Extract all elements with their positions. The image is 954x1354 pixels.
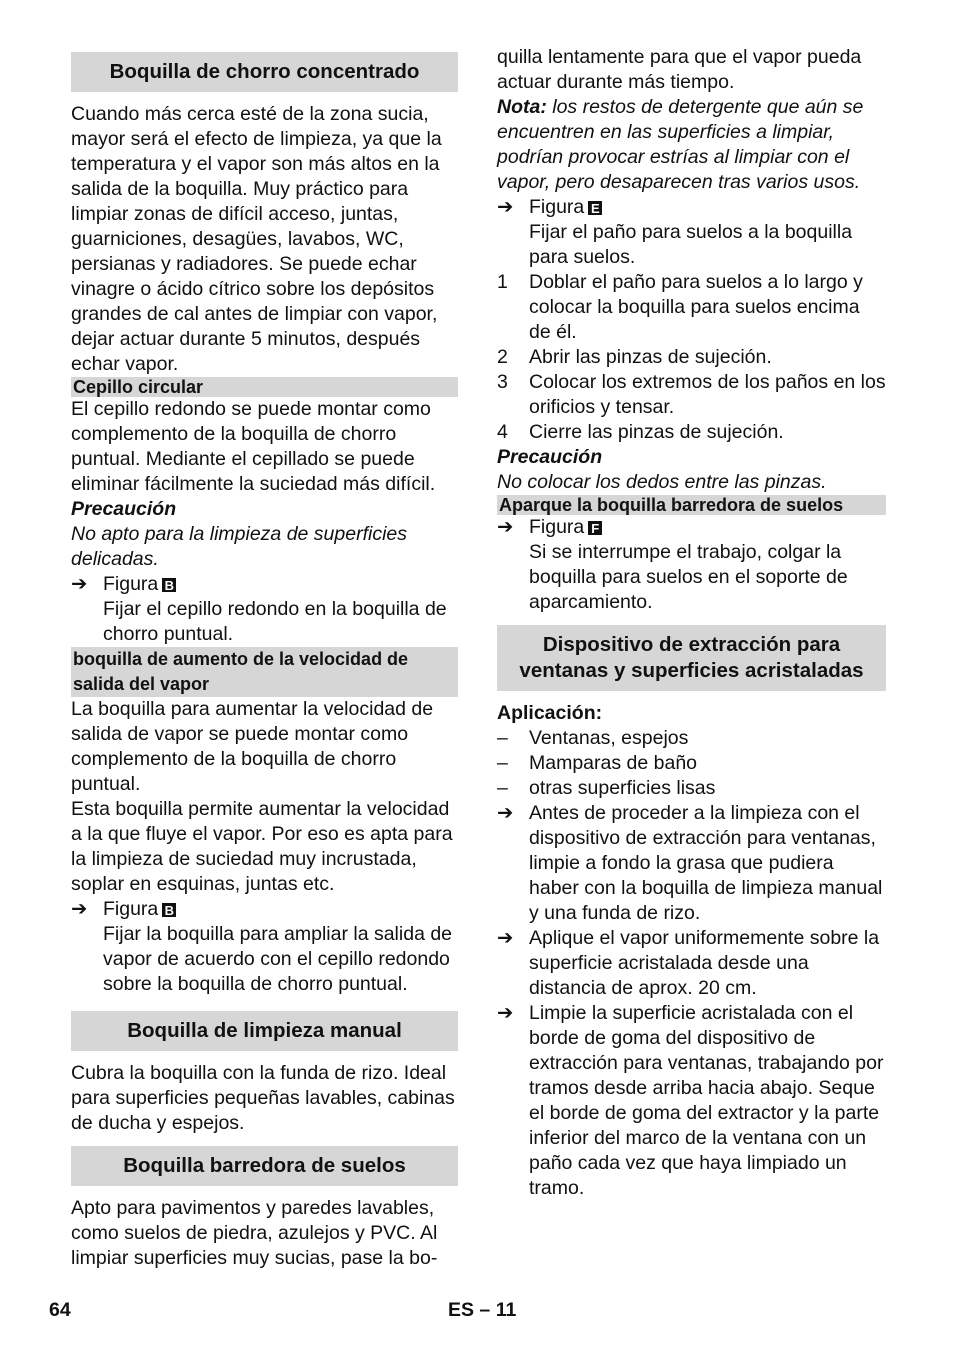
figure-reference: [497, 195, 886, 220]
heading-window-extractor: Dispositivo de extracción para ventanas y superficies acristaladas: [497, 625, 886, 691]
arrow-right-icon: ➔: [71, 898, 88, 920]
note: [497, 95, 886, 195]
paragraph: quilla lentamente para que el vapor pueda actuar durante más tiempo.: [497, 46, 862, 93]
section-label: ES – 11: [448, 1299, 517, 1321]
heading-floor-nozzle: Boquilla barredora de suelos: [71, 1146, 458, 1186]
note-label: Nota:: [497, 96, 547, 118]
note-text: los restos de detergente que aún se encuentren en las superficies a limpiar, podrían provocar estrías al limpiar con el vapor, pero desaparecen tras varios usos.: [497, 96, 864, 193]
step-item: [497, 345, 886, 370]
instruction-text: Limpie la superficie acristalada con el borde de goma del dispositivo de extracción para ventanas, trabajando por tramos desde arriba hacia abajo. Seque el borde de goma del extractor y la parte inferior del marco de la ventana con un paño cada vez que haya limpiado un tramo.: [529, 1002, 884, 1199]
figure-reference: [71, 572, 458, 597]
list-item-text: Ventanas, espejos: [529, 727, 689, 749]
list-item: [497, 726, 886, 751]
dash-bullet: –: [497, 727, 508, 749]
step-item: [497, 270, 886, 345]
arrow-right-icon: ➔: [497, 927, 514, 949]
arrow-right-icon: ➔: [497, 802, 514, 824]
step-text: Doblar el paño para suelos a lo largo y colocar la boquilla para suelos encima de él.: [529, 271, 863, 343]
dash-bullet: –: [497, 752, 508, 774]
figure-label: Figura: [529, 196, 585, 218]
heading-concentrated-jet-nozzle: Boquilla de chorro concentrado: [71, 52, 458, 92]
step-text: Abrir las pinzas de sujeción.: [529, 346, 772, 368]
list-item: [497, 776, 886, 801]
instruction-text: Fijar el cepillo redondo en la boquilla de chorro puntual.: [103, 598, 447, 645]
right-column: [497, 45, 886, 1201]
dash-bullet: –: [497, 777, 508, 799]
instruction-text: Antes de proceder a la limpieza con el dispositivo de extracción para ventanas, limpie a fondo la grasa que pudiera haber con la boquilla de limpieza manual y una funda de rizo.: [529, 802, 883, 924]
caution-label: Precaución: [497, 446, 603, 468]
step-number: 3: [497, 371, 508, 393]
figure-letter-badge: B: [162, 903, 176, 917]
paragraph: El cepillo redondo se puede montar como complemento de la boquilla de chorro puntual. Mediante el cepillado se puede eliminar fácilmente la suciedad más difícil.: [71, 398, 436, 495]
figure-reference: [497, 515, 886, 540]
heading-manual-cleaning-nozzle: Boquilla de limpieza manual: [71, 1011, 458, 1051]
figure-letter-badge: F: [588, 521, 602, 535]
page-number: 64: [49, 1299, 71, 1321]
step-text: Cierre las pinzas de sujeción.: [529, 421, 784, 443]
paragraph: La boquilla para aumentar la velocidad de salida de vapor se puede montar como complemento de la boquilla de chorro puntual.: [71, 698, 434, 795]
caution-label: Precaución: [71, 498, 177, 520]
figure-label: Figura: [103, 573, 159, 595]
heading-steam-speed-nozzle: boquilla de aumento de la velocidad de salida del vapor: [71, 647, 458, 697]
list-item-text: otras superficies lisas: [529, 777, 716, 799]
arrow-right-icon: ➔: [497, 516, 514, 538]
caution-text: No apto para la limpieza de superficies delicadas.: [71, 523, 408, 570]
figure-letter-badge: B: [162, 578, 176, 592]
paragraph: Apto para pavimentos y paredes lavables, como suelos de piedra, azulejos y PVC. Al limpiar superficies muy sucias, pase la bo-: [71, 1197, 438, 1269]
instruction-text: Fijar el paño para suelos a la boquilla para suelos.: [529, 221, 853, 268]
arrow-right-icon: ➔: [71, 573, 88, 595]
left-column: [71, 52, 458, 1271]
heading-park-floor-nozzle: Aparque la boquilla barredora de suelos: [497, 495, 886, 515]
instruction-item: [497, 801, 886, 926]
instruction-text: Aplique el vapor uniformemente sobre la superficie acristalada desde una distancia de aprox. 20 cm.: [529, 927, 880, 999]
instruction-item: [497, 926, 886, 1001]
step-number: 4: [497, 421, 508, 443]
figure-letter-badge: E: [588, 201, 602, 215]
list-item: [497, 751, 886, 776]
heading-round-brush: Cepillo circular: [71, 377, 458, 397]
paragraph: Esta boquilla permite aumentar la velocidad a la que fluye el vapor. Por eso es apta para la limpieza de suciedad muy incrustada, soplar en esquinas, juntas etc.: [71, 798, 453, 895]
step-text: Colocar los extremos de los paños en los orificios y tensar.: [529, 371, 886, 418]
instruction-item: [497, 1001, 886, 1201]
step-item: [497, 420, 886, 445]
step-number: 1: [497, 271, 508, 293]
instruction-text: Fijar la boquilla para ampliar la salida de vapor de acuerdo con el cepillo redondo sobre la boquilla de chorro puntual.: [103, 923, 453, 995]
paragraph: Cuando más cerca esté de la zona sucia, mayor será el efecto de limpieza, ya que la temperatura y el vapor son más altos en la salida de la boquilla. Muy práctico para limpiar zonas de difícil acceso, juntas, guarniciones, desagües, lavabos, WC, persianas y radiadores. Se puede echar vinagre o ácido cítrico sobre los depósitos grandes de cal antes de limpiar con vapor, dejar actuar durante 5 minutos, después echar vapor.: [71, 103, 442, 375]
list-item-text: Mamparas de baño: [529, 752, 698, 774]
paragraph: Cubra la boquilla con la funda de rizo. Ideal para superficies pequeñas lavables, cabinas de ducha y espejos.: [71, 1062, 455, 1134]
figure-label: Figura: [103, 898, 159, 920]
arrow-right-icon: ➔: [497, 1002, 514, 1024]
step-number: 2: [497, 346, 508, 368]
application-label: Aplicación:: [497, 702, 603, 724]
step-item: [497, 370, 886, 420]
arrow-right-icon: ➔: [497, 196, 514, 218]
figure-reference: [71, 897, 458, 922]
figure-label: Figura: [529, 516, 585, 538]
caution-text: No colocar los dedos entre las pinzas.: [497, 471, 827, 493]
instruction-text: Si se interrumpe el trabajo, colgar la boquilla para suelos en el soporte de aparcamiento.: [529, 541, 848, 613]
